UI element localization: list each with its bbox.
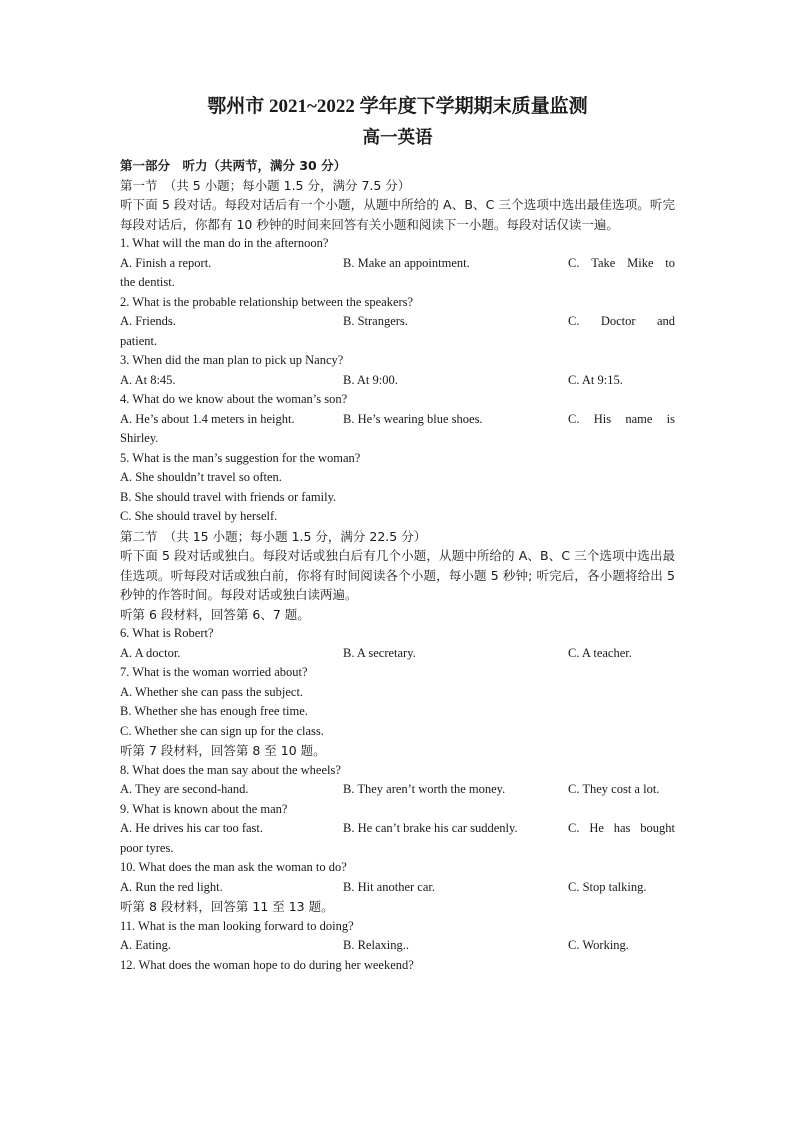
option-b: B. Whether she has enough free time. <box>120 704 308 718</box>
question-4-options <box>120 410 675 430</box>
option-b: B. Relaxing.. <box>343 938 409 952</box>
question-6-options <box>120 644 675 664</box>
option-a: A. Run the red light. <box>120 879 223 894</box>
option-b: B. He’s wearing blue shoes. <box>343 411 483 426</box>
option-a: A. Eating. <box>120 938 172 952</box>
question-3-stem: 3. When did the man plan to pick up Nancy? <box>120 353 344 367</box>
option-b: B. A secretary. <box>343 645 416 660</box>
exam-subject: 高一英语 <box>362 127 433 147</box>
option-c: C. At 9:15. <box>568 372 623 387</box>
exam-page <box>120 92 675 975</box>
material-7-heading: 听第 7 段材料，回答第 8 至 10 题。 <box>120 743 326 758</box>
option-c: C. Stop talking. <box>568 879 647 894</box>
option-b: B. Make an appointment. <box>343 255 470 270</box>
question-7-stem: 7. What is the woman worried about? <box>120 665 308 679</box>
option-a: A. He’s about 1.4 meters in height. <box>120 411 295 426</box>
question-11-options <box>120 936 675 956</box>
option-c: C. A teacher. <box>568 645 632 660</box>
section1-heading: 第一节 （共 5 小题；每小题 1.5 分，满分 7.5 分） <box>120 177 411 193</box>
option-b: B. Hit another car. <box>343 879 435 894</box>
option-b: B. Strangers. <box>343 314 408 328</box>
option-b: B. At 9:00. <box>343 372 398 387</box>
option-c: C. She should travel by herself. <box>120 509 278 523</box>
option-a: A. A doctor. <box>120 645 181 660</box>
option-a: A. Whether she can pass the subject. <box>120 684 304 699</box>
question-5-stem: 5. What is the man’s suggestion for the woman? <box>120 450 361 465</box>
question-2-options <box>120 312 675 332</box>
option-a: A. Finish a report. <box>120 255 212 270</box>
question-8-stem: 8. What does the man say about the wheels? <box>120 762 341 777</box>
material-6-heading: 听第 6 段材料，回答第 6、7 题。 <box>120 606 310 622</box>
question-1-stem: 1. What will the man do in the afternoon? <box>120 236 329 250</box>
option-c-continuation: poor tyres. <box>120 840 174 855</box>
question-1-options <box>120 254 675 274</box>
option-a: A. At 8:45. <box>120 372 176 387</box>
option-a: A. He drives his car too fast. <box>120 821 264 835</box>
option-c: C. Working. <box>568 938 629 952</box>
option-c-continuation: Shirley. <box>120 431 159 445</box>
section2-instructions: 听下面 5 段对话或独白。每段对话或独白后有几个小题，从题中所给的 A、B、C 三个选项中选出最佳选项。听每段对话或独白前，你将有时间阅读各个小题，每小题 5 秒钟; 听完后，各小题将给出 5 秒钟的作答时间。每段对话或独白读两遍。 <box>120 548 675 602</box>
question-2-stem: 2. What is the probable relationship between the speakers? <box>120 294 414 309</box>
option-c: C. Whether she can sign up for the class. <box>120 723 324 738</box>
question-9-stem: 9. What is known about the man? <box>120 801 288 816</box>
option-c: C. Doctor and <box>568 314 675 328</box>
question-3-options <box>120 371 675 391</box>
option-a: A. Friends. <box>120 314 176 328</box>
option-c: C. Take Mike to <box>568 255 675 270</box>
option-b: B. They aren’t worth the money. <box>343 782 506 796</box>
option-c: C. His name is <box>568 411 675 426</box>
option-c-continuation: patient. <box>120 333 158 348</box>
question-11-stem: 11. What is the man looking forward to doing? <box>120 918 354 933</box>
option-b: B. He can’t brake his car suddenly. <box>343 821 518 835</box>
option-b: B. She should travel with friends or family. <box>120 489 337 504</box>
material-8-heading: 听第 8 段材料，回答第 11 至 13 题。 <box>120 899 334 914</box>
option-c: C. They cost a lot. <box>568 782 660 796</box>
option-c: C. He has bought <box>568 821 675 835</box>
question-10-options <box>120 878 675 898</box>
question-12-stem: 12. What does the woman hope to do during her weekend? <box>120 957 414 972</box>
question-4-stem: 4. What do we know about the woman’s son? <box>120 392 348 406</box>
exam-title: 鄂州市 2021~2022 学年度下学期期末质量监测 <box>207 96 588 117</box>
option-a: A. They are second-hand. <box>120 782 249 796</box>
section1-instructions: 听下面 5 段对话。每段对话后有一个小题，从题中所给的 A、B、C 三个选项中选出最佳选项。听完每段对话后，你都有 10 秒钟的时间来回答有关小题和阅读下一小题。每段对话仅读一遍。 <box>120 197 675 232</box>
section2-heading: 第二节 （共 15 小题；每小题 1.5 分，满分 22.5 分） <box>120 528 427 544</box>
question-6-stem: 6. What is Robert? <box>120 626 214 640</box>
question-9-options <box>120 819 675 839</box>
question-8-options <box>120 780 675 800</box>
part1-heading: 第一部分 听力（共两节，满分 30 分） <box>120 158 347 173</box>
question-10-stem: 10. What does the man ask the woman to do? <box>120 860 347 874</box>
option-c-continuation: the dentist. <box>120 275 175 289</box>
option-a: A. She shouldn’t travel so often. <box>120 470 282 484</box>
